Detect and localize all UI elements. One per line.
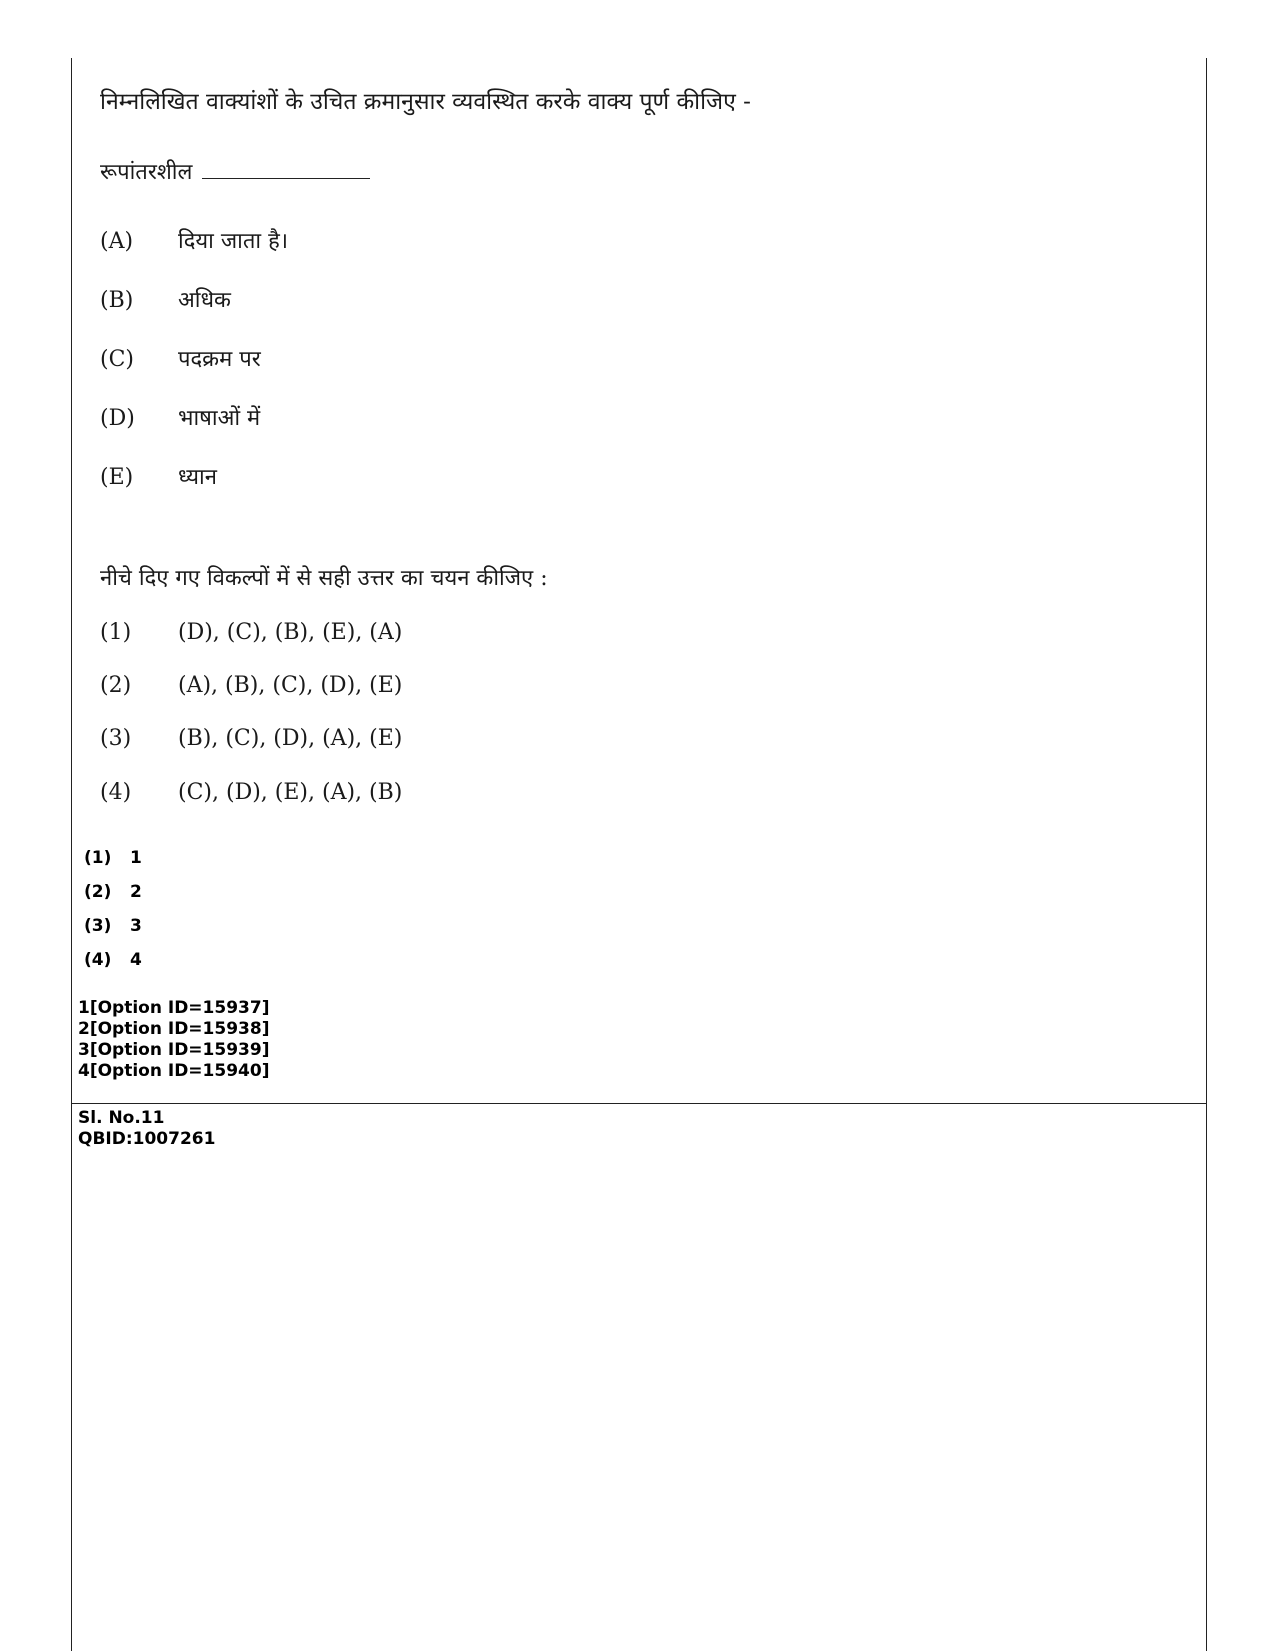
choice-text: (A), (B), (C), (D), (E) xyxy=(178,673,403,698)
phrase-label: (A) xyxy=(100,229,134,254)
question-instruction: निम्नलिखित वाक्यांशों के उचित क्रमानुसार व्यवस्थित करके वाक्य पूर्ण कीजिए - xyxy=(100,89,751,115)
phrase-label: (C) xyxy=(100,347,134,372)
choice-label: (2) xyxy=(100,673,132,698)
answer-value: 3 xyxy=(130,916,142,936)
answer-option[interactable] xyxy=(84,848,142,868)
answer-label: (3) xyxy=(84,916,112,936)
answer-value: 1 xyxy=(130,848,142,868)
choice-text: (C), (D), (E), (A), (B) xyxy=(178,780,403,805)
left-border xyxy=(71,58,72,1651)
phrase-item xyxy=(100,225,288,255)
option-id-line: 3[Option ID=15939] xyxy=(78,1040,270,1060)
serial-number: Sl. No.11 xyxy=(78,1108,165,1128)
answer-value: 4 xyxy=(130,950,142,970)
phrase-text: दिया जाता है। xyxy=(178,229,289,254)
answer-label: (4) xyxy=(84,950,112,970)
option-id-line: 1[Option ID=15937] xyxy=(78,998,270,1018)
answer-blank xyxy=(202,158,370,179)
phrase-text: ध्यान xyxy=(178,465,217,490)
choice-item xyxy=(100,780,402,805)
phrase-label: (B) xyxy=(100,288,134,313)
choice-label: (1) xyxy=(100,620,132,645)
sentence-stem xyxy=(100,156,370,186)
phrase-text: भाषाओं में xyxy=(178,406,261,431)
choice-label: (4) xyxy=(100,780,132,805)
stem-text: रूपांतरशील xyxy=(100,160,193,185)
question-bank-id: QBID:1007261 xyxy=(78,1129,216,1149)
choice-item xyxy=(100,673,402,698)
phrase-text: पदक्रम पर xyxy=(178,347,261,372)
phrase-item xyxy=(100,343,261,373)
choice-item xyxy=(100,726,402,751)
choice-text: (B), (C), (D), (A), (E) xyxy=(178,726,403,751)
section-divider xyxy=(71,1103,1207,1104)
choice-item xyxy=(100,620,402,645)
right-border xyxy=(1206,58,1207,1651)
answer-value: 2 xyxy=(130,882,142,902)
option-id-line: 2[Option ID=15938] xyxy=(78,1019,270,1039)
choice-label: (3) xyxy=(100,726,132,751)
phrase-item xyxy=(100,402,260,432)
phrase-item xyxy=(100,284,231,314)
answer-label: (1) xyxy=(84,848,112,868)
choice-text: (D), (C), (B), (E), (A) xyxy=(178,620,403,645)
phrase-item xyxy=(100,461,217,491)
phrase-label: (E) xyxy=(100,465,134,490)
answer-option[interactable] xyxy=(84,950,142,970)
option-id-line: 4[Option ID=15940] xyxy=(78,1061,270,1081)
answer-option[interactable] xyxy=(84,882,142,902)
answer-option[interactable] xyxy=(84,916,142,936)
answer-label: (2) xyxy=(84,882,112,902)
phrase-text: अधिक xyxy=(178,288,231,313)
choose-prompt: नीचे दिए गए विकल्पों में से सही उत्तर का चयन कीजिए : xyxy=(100,566,548,591)
phrase-label: (D) xyxy=(100,406,135,431)
